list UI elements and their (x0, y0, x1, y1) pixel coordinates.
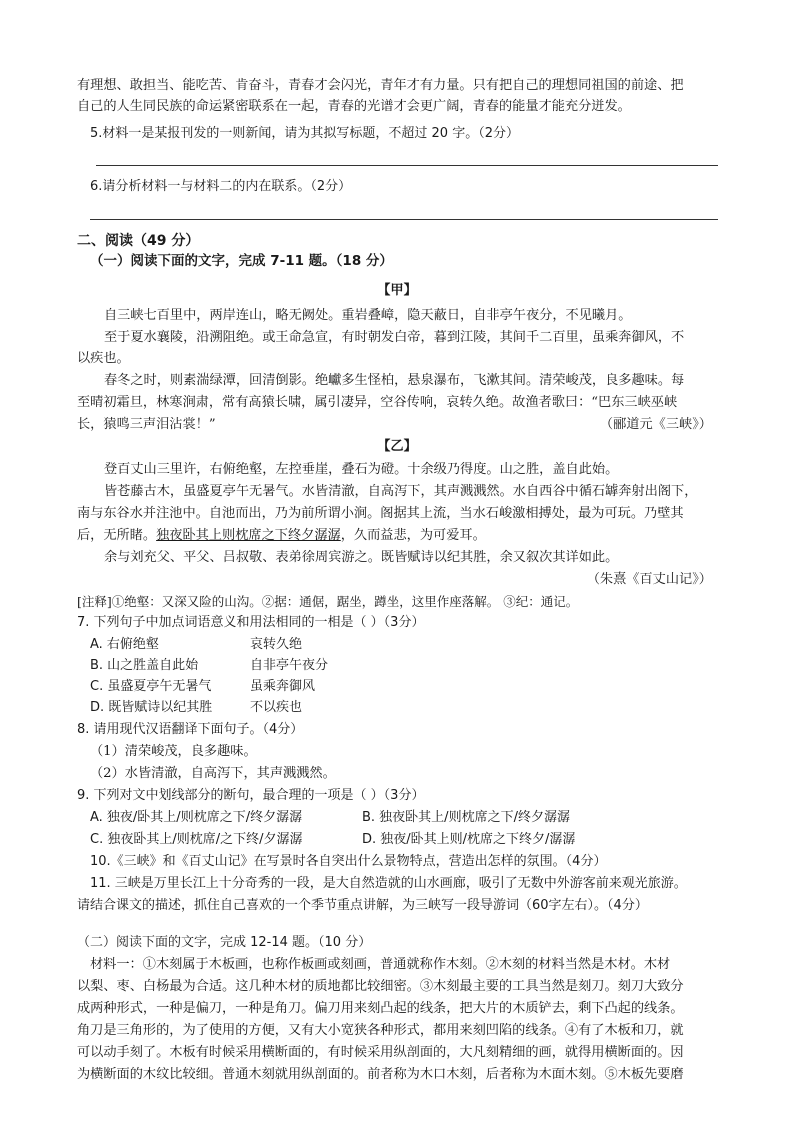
yi-2c-post: ，久而益悲，为可爱耳。 (340, 528, 486, 543)
question-11-line-1: 11. 三峡是万里长江上十分奇秀的一段，是大自然造就的山水画廊，吸引了无数中外游客前来观光旅游。 (90, 876, 687, 891)
part-2-heading: （二）阅读下面的文字，完成 12-14 题。（10 分） (77, 935, 372, 950)
q7-option-c-pair: 虽乘奔御风 (250, 679, 316, 694)
jia-paragraph-3a: 春冬之时，则素湍绿潭，回清倒影。绝巘多生怪柏，悬泉瀑布，飞漱其间。清荣峻茂，良多趣味。每 (104, 373, 685, 388)
q7-option-a[interactable]: A. 右俯绝壑 (90, 637, 159, 652)
material-1-line-1: 材料一：①木刻属于木板画，也称作板画或刻画，普通就称作木刻。②木刻的材料当然是木材。木材 (90, 957, 671, 972)
question-9-stem: 9. 下列对文中划线部分的断句，最合理的一项是（ ）（3分） (77, 788, 425, 803)
q7-option-d-pair: 不以疾也 (250, 700, 303, 715)
answer-line-q5[interactable] (96, 165, 718, 166)
q7-option-a-pair: 哀转久绝 (250, 637, 303, 652)
jia-paragraph-2b: 以疾也。 (77, 351, 130, 366)
q8-sentence-2: （2）水皆清澈，自高泻下，其声溅溅然。 (90, 766, 336, 781)
question-6: 6.请分析材料一与材料二的内在联系。（2分） (90, 179, 352, 194)
annotations: [注释]①绝壑：又深又险的山沟。②据：通倨，踞坐，蹲坐，这里作座落解。 ③纪：通记。 (77, 594, 579, 609)
q7-option-b-pair: 自非亭午夜分 (250, 658, 329, 673)
yi-source: （朱熹《百丈山记》） (586, 572, 712, 587)
material-1-line-3: 成两种形式，一种是偏刀，一种是角刀。偏刀用来刻凸起的线条，把大片的木质铲去，剩下凸起的线条。 (77, 1001, 684, 1016)
question-5: 5.材料一是某报刊发的一则新闻，请为其拟写标题，不超过 20 字。（2分） (90, 126, 519, 141)
top-text-line-2: 自己的人生同民族的命运紧密联系在一起，青春的光谱才会更广阔，青春的能量才能充分迸发。 (77, 99, 631, 114)
jia-paragraph-3b: 至晴初霜旦，林寒涧肃，常有高猿长啸，属引凄异，空谷传响，哀转久绝。故渔者歌曰：“巴东三峡巫峡 (77, 395, 678, 410)
material-1-line-6: 为横断面的木纹比较细。普通木刻就用纵剖面的。前者称为木口木刻，后者称为木面木刻。⑤木板先要磨 (77, 1067, 684, 1082)
jia-paragraph-3c: 长，猿鸣三声泪沾裳！” (77, 417, 216, 432)
yi-paragraph-3: 余与刘充父、平父、吕叔敬、表弟徐周宾游之。既皆赋诗以纪其胜，余又叙次其详如此。 (104, 550, 619, 565)
material-1-line-2: 以梨、枣、白杨最为合适。这几种木材的质地都比较细密。③木刻最主要的工具当然是刻刀。刻刀大致分 (77, 979, 684, 994)
q8-sentence-1: （1）清荣峻茂，良多趣味。 (90, 744, 257, 759)
material-1-line-5: 可以动手刻了。木板有时候采用横断面的，有时候采用纵剖面的，大凡刻精细的画，就得用横断面的。因 (77, 1045, 684, 1060)
answer-line-q6[interactable] (90, 219, 718, 220)
jia-paragraph-2a: 至于夏水襄陵，沿溯阻绝。或王命急宣，有时朝发白帝，暮到江陵，其间千二百里，虽乘奔御风，不 (104, 330, 685, 345)
q7-option-b[interactable]: B. 山之胜盖自此始 (90, 658, 199, 673)
yi-paragraph-2c (77, 526, 727, 546)
part-1-heading: （一）阅读下面的文字，完成 7-11 题。（18 分） (90, 253, 393, 269)
yi-paragraph-1: 登百丈山三里许，右俯绝壑，左控垂崖，叠石为磴。十余级乃得度。山之胜，盖自此始。 (104, 462, 619, 477)
question-7-stem: 7. 下列句子中加点词语意义和用法相同的一相是（ ）（3分） (77, 615, 425, 630)
underlined-phrase: 独夜卧其上则枕席之下终夕潺潺 (156, 528, 341, 543)
jia-source: （郦道元《三峡》） (599, 417, 712, 432)
top-text-line-1: 有理想、敢担当、能吃苦、肯奋斗，青春才会闪光，青年才有力量。只有把自己的理想同祖国的前途、把 (77, 78, 684, 93)
question-8-stem: 8. 请用现代汉语翻译下面句子。（4分） (77, 722, 304, 737)
material-1-line-4: 角刀是三角形的，为了使用的方便，又有大小宽狭各种形式，都用来刻凹陷的线条。④有了木板和刀，就 (77, 1023, 684, 1038)
q9-option-b[interactable]: B. 独夜卧其上/则枕席之下/终夕潺潺 (362, 810, 570, 825)
q7-option-c[interactable]: C. 虽盛夏亭午无暑气 (90, 679, 212, 694)
section-2-heading: 二、阅读（49 分） (77, 233, 200, 249)
yi-paragraph-2b: 南与东谷水并注池中。自池而出，乃为前所谓小涧。阁据其上流，当水石峻激相搏处，最为可玩。乃壁其 (77, 506, 684, 521)
yi-paragraph-2a: 皆苍藤古木，虽盛夏亭午无暑气。水皆清澈，自高泻下，其声溅溅然。水自西谷中循石罅奔射出阁下， (104, 484, 698, 499)
q7-option-d[interactable]: D. 既皆赋诗以纪其胜 (90, 700, 213, 715)
question-10: 10.《三峡》和《百丈山记》在写景时各自突出什么景物特点，营造出怎样的氛围。（4分） (90, 854, 607, 869)
passage-yi-label: 【乙】 (377, 439, 417, 454)
q9-option-c[interactable]: C. 独夜卧其上/则枕席/之下终/夕潺潺 (90, 832, 303, 847)
yi-2c-pre: 后，无所睹。 (77, 528, 157, 543)
q9-option-a[interactable]: A. 独夜/卧其上/则枕席之下/终夕潺潺 (90, 810, 303, 825)
question-11-line-2: 请结合课文的描述，抓住自己喜欢的一个季节重点讲解，为三峡写一段导游词（60字左右）。（4分） (77, 898, 648, 913)
passage-jia-label: 【甲】 (377, 283, 417, 298)
q9-option-d[interactable]: D. 独夜/卧其上则/枕席之下终夕/潺潺 (362, 832, 576, 847)
jia-paragraph-1: 自三峡七百里中，两岸连山，略无阙处。重岩叠嶂，隐天蔽日，自非亭午夜分，不见曦月。 (104, 308, 632, 323)
